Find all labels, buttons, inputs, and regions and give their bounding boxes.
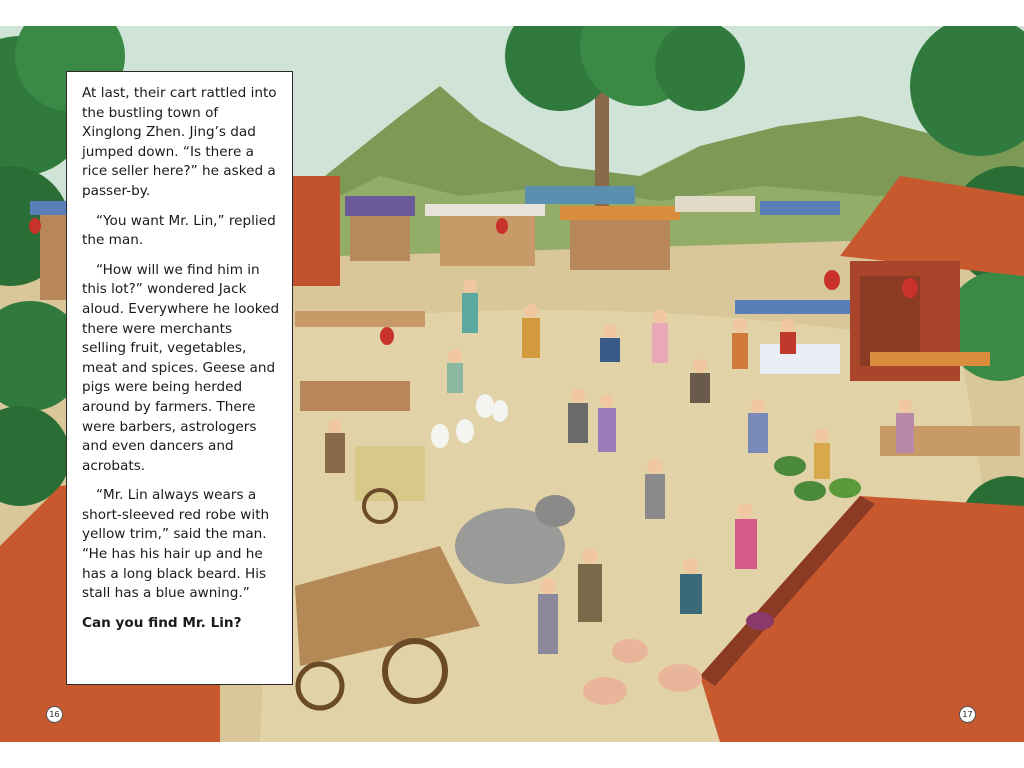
story-paragraph-1: At last, their cart rattled into the bustling town of Xinglong Zhen. Jing’s dad jumped down. “Is there a rice seller here?” he asked a passer-by. (82, 85, 277, 199)
story-paragraph-4: “Mr. Lin always wears a short-sleeved red robe with yellow trim,” said the man. “He has his hair up and he has a long black beard. His stall has a blue awning.” (82, 487, 270, 602)
left-stall-awning (295, 311, 425, 327)
page-number-left: 16 (46, 706, 63, 723)
story-text-box (66, 71, 293, 685)
spice-stall-awning (870, 352, 990, 366)
page-number-right: 17 (959, 706, 976, 723)
story-question: Can you find Mr. Lin? (82, 614, 242, 631)
story-paragraph-3: “How will we find him in this lot?” wondered Jack aloud. Everywhere he looked there were merchants selling fruit, vegetables, meat and spices. Geese and pigs were being herded around by farmers. There were barbers, astrologers and even dancers and acrobats. (82, 261, 280, 474)
story-paragraph-2: “You want Mr. Lin,” replied the man. (82, 212, 276, 249)
